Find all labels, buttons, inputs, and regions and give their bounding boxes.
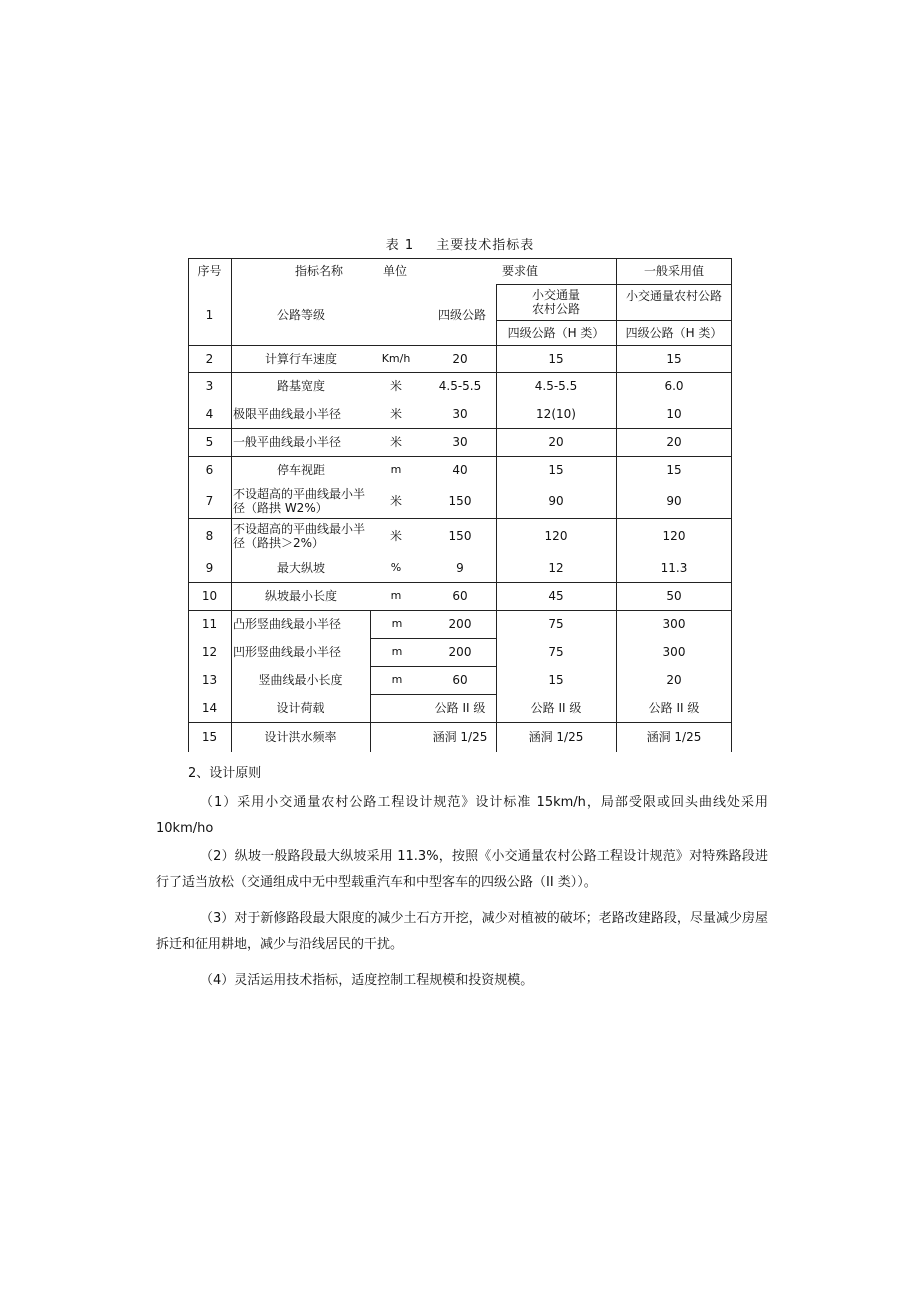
row12-seq: 12 xyxy=(201,645,218,659)
row12-unit: m xyxy=(391,645,403,658)
row3-v3: 6.0 xyxy=(664,379,684,393)
row1-col2-bottom: 四级公路（H 类） xyxy=(507,325,605,340)
row1-col3-bottom: 四级公路（H 类） xyxy=(625,325,723,340)
row7-v2: 90 xyxy=(548,494,564,508)
row14-name: 设计荷载 xyxy=(276,701,325,715)
row2-v2: 15 xyxy=(548,351,564,366)
row10-v1: 60 xyxy=(452,589,468,603)
row13-v1: 60 xyxy=(452,673,468,687)
row5-unit: 米 xyxy=(389,435,402,449)
row9-v2: 12 xyxy=(548,561,564,575)
header-name: 指标名称 xyxy=(294,264,343,278)
row8-unit: 米 xyxy=(389,529,402,543)
row6-v3: 15 xyxy=(666,463,682,477)
row12-v1: 200 xyxy=(448,645,472,659)
row4-seq: 4 xyxy=(205,407,214,421)
row1-col3-top: 小交通量农村公路 xyxy=(625,289,722,303)
row5-seq: 5 xyxy=(205,435,214,449)
principle-paragraph-2: （2）纵坡一般路段最大纵坡采用 11.3%，按照《小交通量农村公路工程设计规范》对特殊路段进行了适当放松（交通组成中无中型载重汽车和中型客车的四级公路（II 类））。 xyxy=(156,849,768,890)
row9-name: 最大纵坡 xyxy=(276,561,325,575)
principle-paragraph-3: （3）对于新修路段最大限度的减少土石方开挖，减少对植被的破坏；老路改建路段，尽量减少房屋拆迁和征用耕地，减少与沿线居民的干扰。 xyxy=(156,911,768,952)
row1-name: 公路等级 xyxy=(276,307,325,322)
row7-name: 不设超高的平曲线最小半径（路拱 W2%） xyxy=(233,487,366,515)
row11-v3: 300 xyxy=(662,617,686,631)
header-unit: 单位 xyxy=(382,264,407,278)
row13-seq: 13 xyxy=(201,673,218,687)
row1-col2-top xyxy=(496,284,616,320)
row6-name: 停车视距 xyxy=(276,463,325,477)
row13-v2: 15 xyxy=(548,673,564,687)
table-caption-title: 主要技术指标表 xyxy=(436,238,535,253)
row2-unit: Km/h xyxy=(381,351,411,365)
row13-unit: m xyxy=(391,673,403,686)
row6-v2: 15 xyxy=(548,463,564,477)
row8-v3: 120 xyxy=(662,529,686,543)
row8-name: 不设超高的平曲线最小半径（路拱＞2%） xyxy=(233,522,366,550)
row15-unit xyxy=(370,722,424,752)
header-seq: 序号 xyxy=(197,264,222,278)
row12-v2: 75 xyxy=(548,645,564,659)
row7-v3: 90 xyxy=(666,494,682,508)
row15-v2: 涵洞 1/25 xyxy=(528,730,584,744)
table-caption-label: 表 1 xyxy=(385,238,415,253)
row1-col1: 四级公路 xyxy=(437,307,486,322)
row11-v1: 200 xyxy=(448,617,472,631)
row15-v3: 涵洞 1/25 xyxy=(646,730,702,744)
row11-seq: 11 xyxy=(201,617,218,631)
row3-unit: 米 xyxy=(389,379,402,393)
table-caption xyxy=(0,234,920,253)
row14-seq: 14 xyxy=(201,701,218,715)
row4-v3: 10 xyxy=(666,407,682,421)
row4-v2: 12(10) xyxy=(536,407,576,421)
row13-v3: 20 xyxy=(666,673,682,687)
row10-seq: 10 xyxy=(201,589,218,603)
row10-v2: 45 xyxy=(548,589,564,603)
row13-name: 竖曲线最小长度 xyxy=(258,673,343,687)
row6-v1: 40 xyxy=(452,463,468,477)
row8-v1: 150 xyxy=(448,529,472,543)
row3-seq: 3 xyxy=(205,379,214,393)
principle-paragraph-4: （4）灵活运用技术指标，适度控制工程规模和投资规模。 xyxy=(200,973,534,988)
row1-seq: 1 xyxy=(205,307,214,322)
row3-v2: 4.5-5.5 xyxy=(534,379,578,393)
row4-name: 极限平曲线最小半径 xyxy=(233,407,342,421)
row9-v1: 9 xyxy=(456,561,464,575)
row15-seq: 15 xyxy=(201,730,218,744)
row2-v1: 20 xyxy=(452,351,468,366)
row15-name: 设计洪水频率 xyxy=(264,730,337,744)
row10-name: 纵坡最小长度 xyxy=(264,589,337,603)
row6-unit: m xyxy=(390,463,402,476)
row14-v3: 公路 II 级 xyxy=(648,701,700,715)
row5-v3: 20 xyxy=(666,435,682,449)
row11-unit: m xyxy=(391,617,403,630)
row2-v3: 15 xyxy=(666,351,682,366)
row3-name: 路基宽度 xyxy=(276,379,325,393)
row1-col2-top-line2: 农村公路 xyxy=(531,302,580,316)
principle-paragraph-1: （1）采用小交通量农村公路工程设计规范》设计标准 15km/h，局部受限或回头曲线处采用 10km/ho xyxy=(156,795,768,836)
row5-name: 一般平曲线最小半径 xyxy=(233,435,342,449)
row2-seq: 2 xyxy=(205,351,214,366)
row1-col2-top-line1: 小交通量 xyxy=(531,288,580,302)
header-general: 一般采用值 xyxy=(643,264,704,278)
row9-v3: 11.3 xyxy=(660,561,688,575)
row12-name: 凹形竖曲线最小半径 xyxy=(233,645,342,659)
row12-v3: 300 xyxy=(662,645,686,659)
section-heading: 2、设计原则 xyxy=(188,766,262,781)
row11-v2: 75 xyxy=(548,617,564,631)
row6-seq: 6 xyxy=(205,463,214,477)
row8-v2: 120 xyxy=(544,529,568,543)
row9-seq: 9 xyxy=(205,561,214,575)
row14-v2: 公路 II 级 xyxy=(530,701,582,715)
row11-name: 凸形竖曲线最小半径 xyxy=(233,617,342,631)
header-required: 要求值 xyxy=(501,264,538,278)
row5-v1: 30 xyxy=(452,435,468,449)
row9-unit: % xyxy=(390,561,402,574)
row14-v1: 公路 II 级 xyxy=(434,701,486,715)
row10-unit: m xyxy=(390,589,402,602)
row2-name: 计算行车速度 xyxy=(264,351,337,366)
row7-seq: 7 xyxy=(205,494,214,508)
row5-v2: 20 xyxy=(548,435,564,449)
row10-v3: 50 xyxy=(666,589,682,603)
row8-seq: 8 xyxy=(205,529,214,543)
row15-v1: 涵洞 1/25 xyxy=(432,730,488,744)
row4-unit: 米 xyxy=(389,407,402,421)
row7-v1: 150 xyxy=(448,494,472,508)
row3-v1: 4.5-5.5 xyxy=(438,379,482,393)
technical-indicators-table xyxy=(188,258,732,752)
row14-unit xyxy=(370,694,424,722)
row4-v1: 30 xyxy=(452,407,468,421)
row7-unit: 米 xyxy=(389,494,402,508)
